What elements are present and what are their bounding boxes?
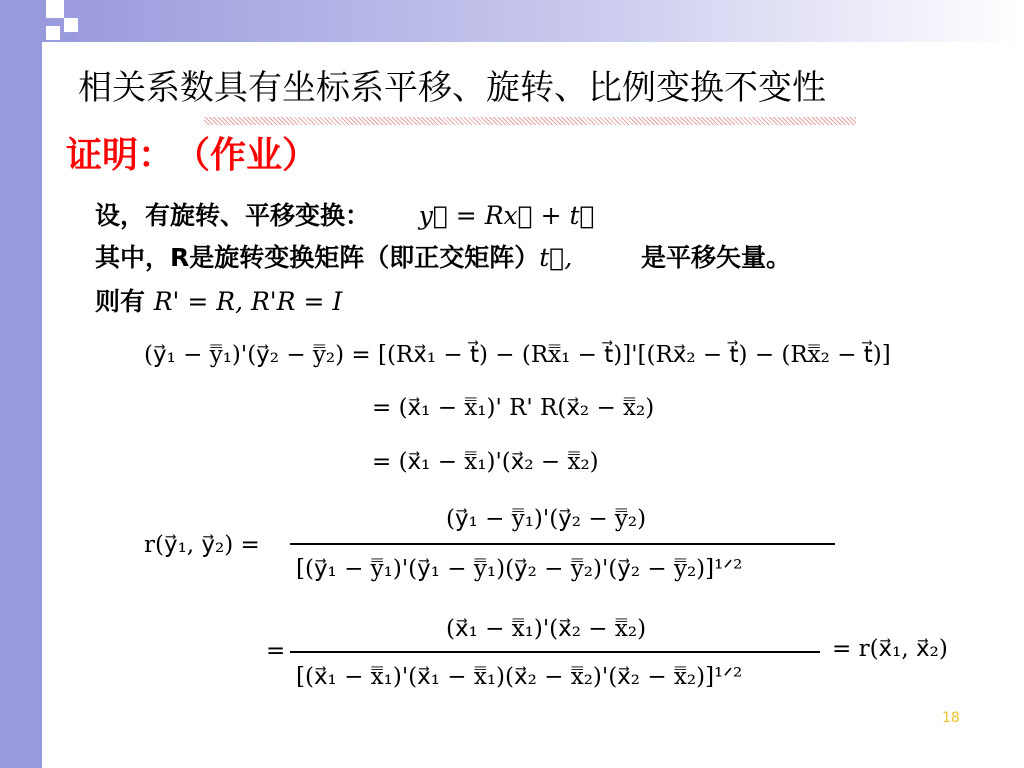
correlation-x-result: = r(x⃗₁, x⃗₂) xyxy=(832,636,948,662)
equation-1: (y⃗₁ − y̿₁)'(y⃗₂ − y̿₂) = [(Rx⃗₁ − t⃗) − (Rx̿₁ − t⃗)]'[(Rx⃗₂ − t⃗) − (Rx̿₂ − t⃗)] xyxy=(144,342,891,368)
transform-line xyxy=(95,196,595,232)
equation-2: = (x⃗₁ − x̿₁)' R' R(x⃗₂ − x̿₂) xyxy=(372,395,655,421)
slide-title: 相关系数具有坐标系平移、旋转、比例变换不变性 xyxy=(78,68,826,108)
proof-heading: 证明： （作业） xyxy=(66,135,319,176)
page-number: 18 xyxy=(942,710,960,726)
decor-square xyxy=(46,0,64,18)
fraction-bar xyxy=(290,543,835,545)
title-underline xyxy=(204,117,856,125)
orthogonal-formula: R' = R, R'R = I xyxy=(153,287,343,316)
translation-vector: t⃗, xyxy=(539,243,573,272)
rotation-text: 其中，R是旋转变换矩阵（即正交矩阵） xyxy=(95,243,540,272)
transform-formula: y⃗ = Rx⃗ + t⃗ xyxy=(418,201,595,230)
decor-square xyxy=(60,34,78,42)
correlation-y-lhs: r(y⃗₁, y⃗₂) = xyxy=(144,532,260,558)
correlation-y-numerator: (y⃗₁ − y̿₁)'(y⃗₂ − y̿₂) xyxy=(446,506,647,532)
fraction-bar xyxy=(290,651,820,653)
correlation-x-denominator: [(x⃗₁ − x̿₁)'(x⃗₁ − x̿₁)(x⃗₂ − x̿₂)'(x⃗₂ − x̿₂)]¹ᐟ² xyxy=(296,664,743,690)
then-text: 则有 xyxy=(95,287,146,316)
decor-square xyxy=(46,26,60,40)
left-decor-bar xyxy=(0,0,42,768)
orthogonal-line xyxy=(95,282,342,318)
decor-square xyxy=(64,18,78,32)
correlation-x-numerator: (x⃗₁ − x̿₁)'(x⃗₂ − x̿₂) xyxy=(446,616,647,642)
transform-text: 设，有旋转、平移变换： xyxy=(95,201,371,230)
top-decor-band xyxy=(42,0,1024,42)
rotation-line xyxy=(95,238,791,274)
equals-sign: = xyxy=(266,638,286,664)
equation-3: = (x⃗₁ − x̿₁)'(x⃗₂ − x̿₂) xyxy=(372,449,599,475)
correlation-y-denominator: [(y⃗₁ − y̿₁)'(y⃗₁ − y̿₁)(y⃗₂ − y̿₂)'(y⃗₂ − y̿₂)]¹ᐟ² xyxy=(296,556,743,582)
translation-text: 是平移矢量。 xyxy=(640,243,791,272)
